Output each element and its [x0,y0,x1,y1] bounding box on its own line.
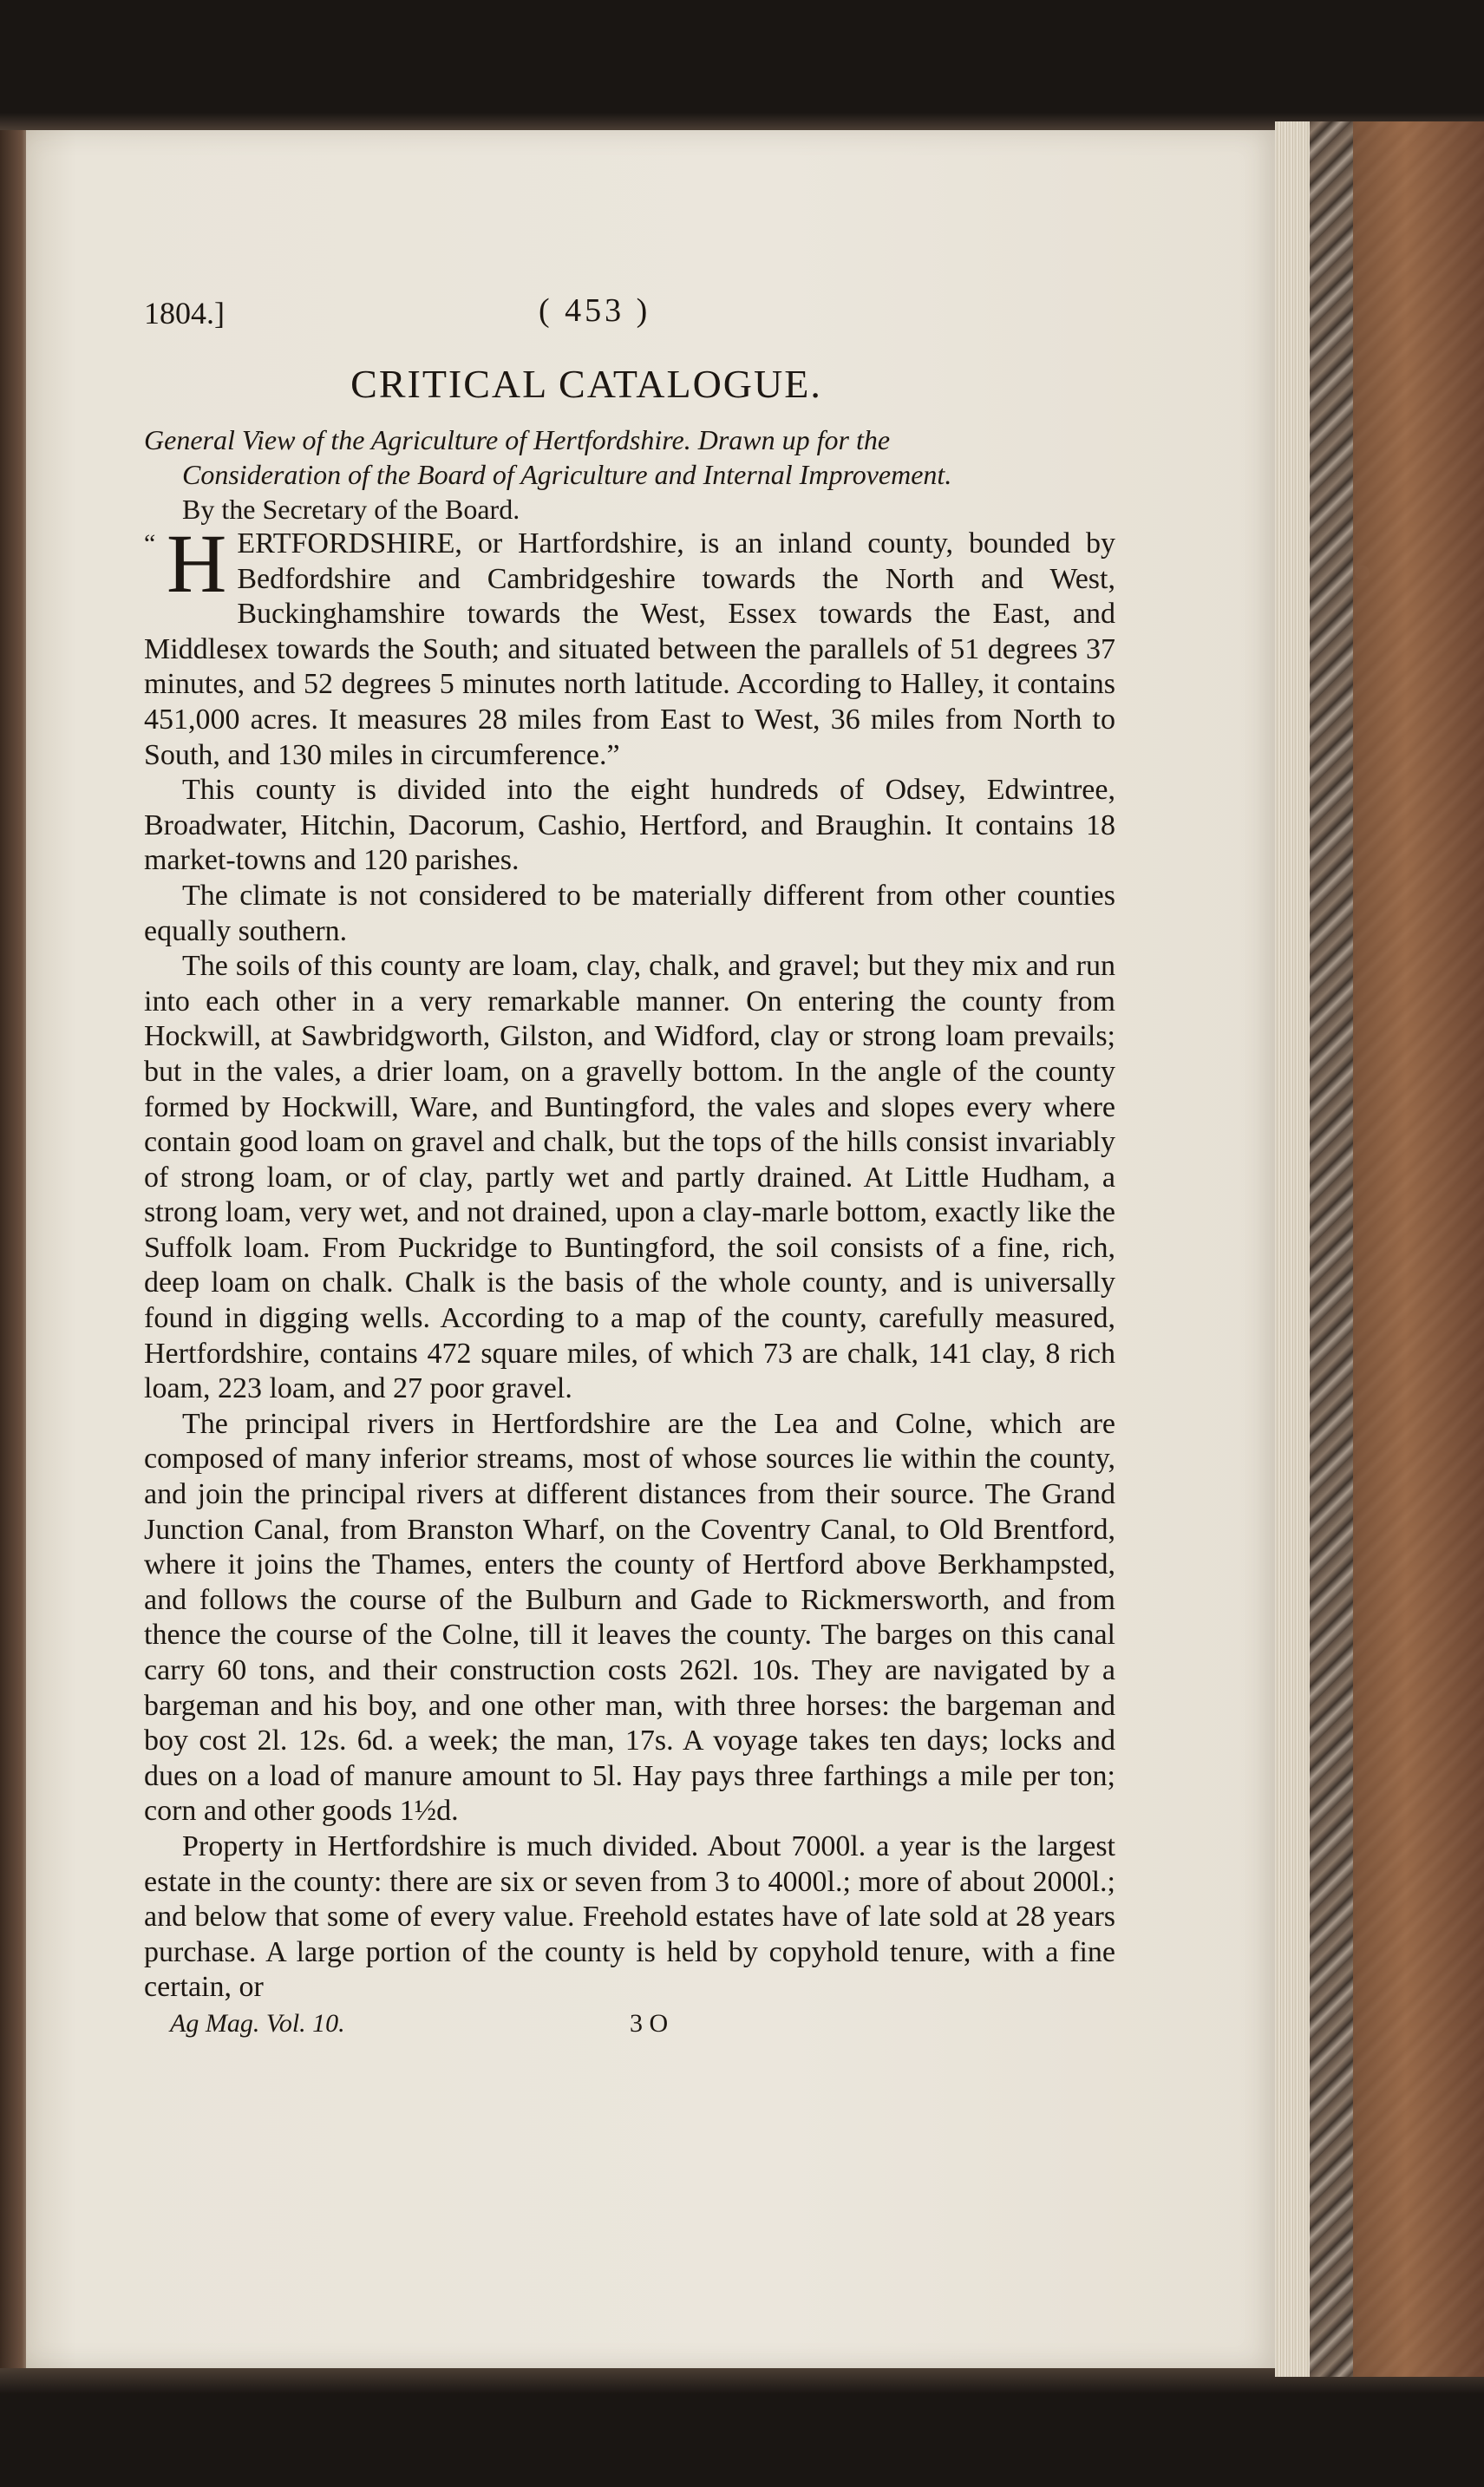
paragraph-1 [144,517,1115,773]
page-block-edges [1275,121,1310,2377]
page-number: ( 453 ) [539,292,651,329]
paragraph-4: The soils of this county are loam, clay, chalk, and gravel; but they mix and run into each other in a very remarkable manner. On entering the county from Hockwill, at Sawbridgworth, Gilston, and Widford, clay or strong loam prevails; but in the vales, a drier loam, on a gravelly bottom. In the angle of the county formed by Hockwill, Ware, and Buntingford, the vales and slopes every where contain good loam on gravel and chalk, but the tops of the hills consist invariably of strong loam, or of clay, partly wet and partly drained. At Little Hudham, a strong loam, very wet, and not drained, upon a clay-marle bottom, exactly like the Suffolk loam. From Puckridge to Buntingford, the soil consists of a fine, rich, deep loam on chalk. Chalk is the basis of the whole county, and is universally found in digging wells. According to a map of the county, carefully measured, Hertfordshire, contains 472 square miles, of which 73 are chalk, 141 clay, 8 rich loam, 223 loam, and 27 poor gravel. [144,950,1115,1405]
entry-byline: By the Secretary of the Board. [182,494,520,525]
header-year: 1804.] [144,296,225,331]
entry-title-line-1: General View of the Agriculture of Hertfordshire. Drawn up for the [144,424,891,455]
entry-title [144,422,1115,492]
paragraph-2: This county is divided into the eight hundreds of Odsey, Edwintree, Broadwater, Hitchin, Dacorum, Cashio, Hertford, and Braughin. It contains 18 market-towns and 120 parishes. [144,774,1115,877]
page-footer [144,2009,1115,2044]
paragraph-3: The climate is not considered to be materially different from other counties equally southern. [144,879,1115,947]
drop-cap: H [167,517,227,610]
running-header [144,286,1115,338]
paragraph-6: Property in Hertfordshire is much divided. About 7000l. a year is the largest estate in the county: there are six or seven from 3 to 4000l.; more of about 2000l.; and below that some of every value. Freehold estates have of late sold at 28 years purchase. A large portion of the county is held by copyhold tenure, with a fine certain, or [144,1829,1115,2004]
page-text-block [144,286,1115,2044]
entry-title-line-2: Consideration of the Board of Agriculture and Internal Improvement. [182,459,952,490]
footer-signature: Ag Mag. Vol. 10. [170,2008,345,2038]
footer-gathering-mark: 3 O [630,2008,669,2038]
opening-quote: “ [144,529,156,558]
paragraph-5: The principal rivers in Hertfordshire are the Lea and Colne, which are composed of many inferior streams, most of whose sources lie within the county, and join the principal rivers at different distances from their source. The Grand Junction Canal, from Branston Wharf, on the Coventry Canal, to Old Brentford, where it joins the Thames, enters the county of Hertford above Berkhampsted, and follows the course of the Bulburn and Gade to Rickmersworth, and from thence the course of the Colne, till it leaves the county. The barges on this canal carry 60 tons, and their construction costs 262l. 10s. They are navigated by a bargeman and his boy, and one other man, with three horses: the bargeman and boy cost 2l. 12s. 6d. a week; the man, 17s. A voyage takes ten days; locks and dues on a load of manure amount to 5l. Hay pays three farthings a mile per ton; corn and other goods 1½d. [144,1407,1115,1828]
leather-spine-corner [1353,121,1484,2377]
paragraph-1-text: ERTFORDSHIRE, or Hartfordshire, is an inland county, bounded by Bedfordshire and Cambridgeshire towards the North and West, Buckinghamshire towards the West, Essex towards the East, and Middlesex towards the South; and situated between the parallels of 51 degrees 37 minutes, and 52 degrees 5 minutes north latitude. According to Halley, it contains 451,000 acres. It measures 28 miles from East to West, 36 miles from North to South, and 130 miles in circumference.” [144,527,1115,771]
section-title: CRITICAL CATALOGUE. [350,362,822,406]
